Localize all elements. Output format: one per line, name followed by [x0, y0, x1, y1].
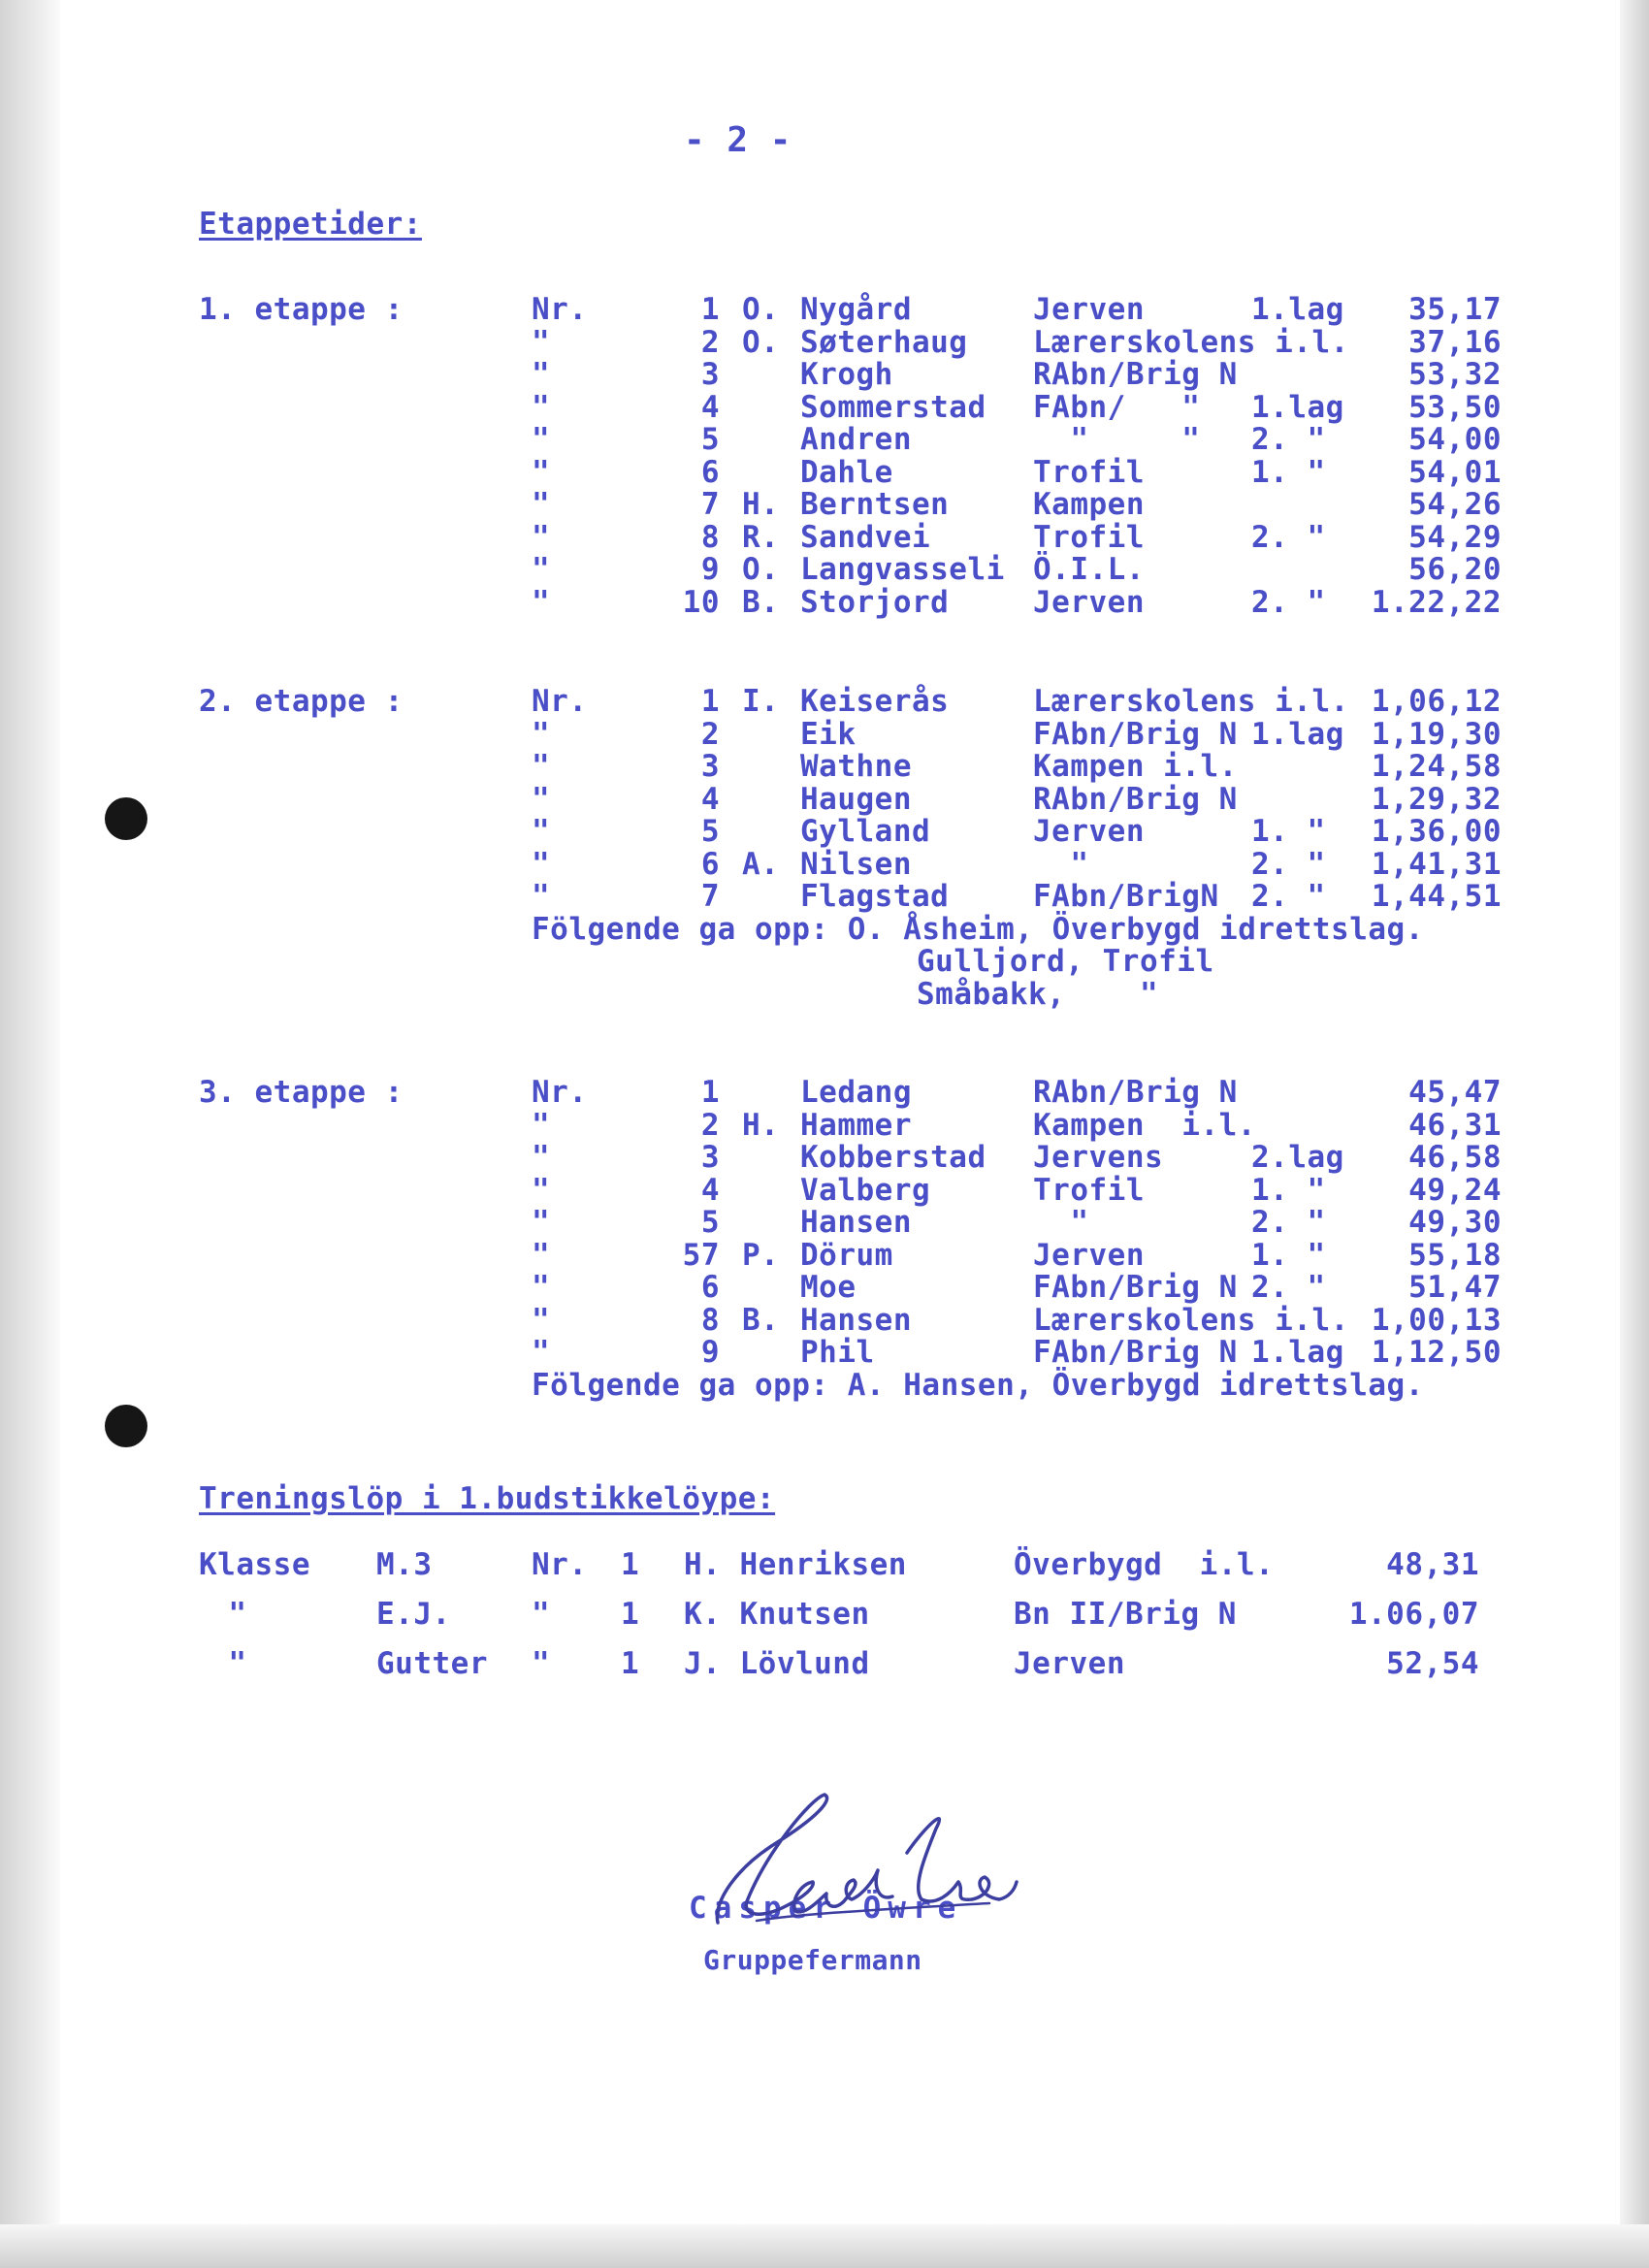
row-nr-label: "	[532, 749, 551, 784]
row-number: 2	[700, 716, 720, 752]
row-number: 5	[700, 814, 720, 849]
row-nr-label: "	[532, 879, 551, 914]
row-team: 1.lag	[1251, 389, 1344, 425]
row-club: Lærerskolens i.l.	[1033, 1302, 1349, 1338]
row-number: 1	[700, 684, 720, 719]
row-number: 3	[700, 357, 720, 392]
row-time: 1.22,22	[1371, 584, 1502, 620]
section-heading-etappetider: Etappetider:	[199, 207, 422, 242]
row-nr-label: "	[532, 1205, 551, 1240]
row-nr-label: "	[532, 1140, 551, 1175]
row-name: Phil	[800, 1335, 875, 1370]
row-number: 57	[682, 1237, 720, 1273]
training-class: Gutter	[376, 1646, 488, 1681]
training-time: 52,54	[1386, 1646, 1479, 1681]
row-team: 2. "	[1251, 422, 1326, 457]
row-team: 2. "	[1251, 519, 1326, 555]
row-club: FAbn/Brig N	[1033, 716, 1238, 752]
page-number: - 2 -	[684, 120, 792, 160]
row-nr-label: "	[532, 781, 551, 817]
training-club: Överbygd i.l.	[1014, 1547, 1275, 1582]
row-number: 4	[700, 781, 720, 817]
row-time: 46,58	[1408, 1140, 1502, 1175]
row-number: 8	[700, 519, 720, 555]
row-club: FAbn/BrigN	[1033, 879, 1219, 914]
row-number: 6	[700, 1270, 720, 1305]
page-edge-shadow-right	[1620, 0, 1649, 2268]
training-number: 1	[621, 1646, 640, 1681]
row-number: 9	[700, 1335, 720, 1370]
row-nr-label: "	[532, 454, 551, 490]
training-nr-label: "	[532, 1597, 551, 1632]
row-name: Wathne	[800, 749, 912, 784]
row-nr-label: "	[532, 357, 551, 392]
row-nr-label: "	[532, 422, 551, 457]
row-time: 51,47	[1408, 1270, 1502, 1305]
row-team: 2. "	[1251, 584, 1326, 620]
row-number: 8	[700, 1302, 720, 1338]
row-number: 2	[700, 1107, 720, 1143]
row-number: 1	[700, 1075, 720, 1110]
punch-hole	[105, 1405, 147, 1447]
row-number: 2	[700, 324, 720, 360]
row-number: 3	[700, 1140, 720, 1175]
row-nr-label: "	[532, 814, 551, 849]
row-team: 1. "	[1251, 1237, 1326, 1273]
row-time: 49,24	[1408, 1172, 1502, 1208]
gave-up-note: Småbakk, "	[917, 976, 1159, 1012]
row-nr-label: "	[532, 519, 551, 555]
row-club: FAbn/Brig N	[1033, 1270, 1238, 1305]
row-name: Eik	[800, 716, 857, 752]
row-club: Kampen i.l.	[1033, 749, 1238, 784]
stage-label: 3. etappe :	[199, 1075, 404, 1110]
training-class: E.J.	[376, 1597, 451, 1632]
row-nr-label: Nr.	[532, 1075, 588, 1110]
row-nr-label: "	[532, 389, 551, 425]
training-number: 1	[621, 1597, 640, 1632]
training-time: 48,31	[1386, 1547, 1479, 1582]
row-nr-label: "	[532, 1302, 551, 1338]
row-name: Keiserås	[800, 684, 950, 719]
row-number: 6	[700, 846, 720, 882]
row-club: Kampen i.l.	[1033, 1107, 1256, 1143]
punch-hole	[105, 797, 147, 840]
row-initial: H.	[742, 487, 780, 522]
row-number: 4	[700, 1172, 720, 1208]
row-time: 54,00	[1408, 422, 1502, 457]
row-club: Jerven	[1033, 584, 1145, 620]
row-initial: O.	[742, 552, 780, 587]
row-number: 9	[700, 552, 720, 587]
row-club: "	[1033, 846, 1089, 882]
row-club: Jerven	[1033, 292, 1145, 327]
row-time: 46,31	[1408, 1107, 1502, 1143]
gave-up-note: Fölgende ga opp: A. Hansen, Överbygd idrettslag.	[532, 1367, 1424, 1403]
row-name: Langvasseli	[800, 552, 1005, 587]
row-time: 54,01	[1408, 454, 1502, 490]
row-time: 1,06,12	[1371, 684, 1502, 719]
stage-label: 2. etappe :	[199, 684, 404, 719]
row-name: Sommerstad	[800, 389, 986, 425]
row-number: 6	[700, 454, 720, 490]
row-initial: P.	[742, 1237, 780, 1273]
row-nr-label: "	[532, 846, 551, 882]
row-time: 53,50	[1408, 389, 1502, 425]
row-time: 49,30	[1408, 1205, 1502, 1240]
row-nr-label: "	[532, 716, 551, 752]
row-team: 2. "	[1251, 846, 1326, 882]
training-name: K. Knutsen	[684, 1597, 870, 1632]
row-name: Andren	[800, 422, 912, 457]
row-club: Lærerskolens i.l.	[1033, 684, 1349, 719]
row-number: 5	[700, 1205, 720, 1240]
row-initial: B.	[742, 1302, 780, 1338]
stage-label: 1. etappe :	[199, 292, 404, 327]
row-name: Moe	[800, 1270, 857, 1305]
training-class-label: Klasse	[199, 1547, 310, 1582]
row-name: Dörum	[800, 1237, 893, 1273]
row-time: 56,20	[1408, 552, 1502, 587]
row-nr-label: "	[532, 1270, 551, 1305]
row-time: 1,41,31	[1371, 846, 1502, 882]
row-nr-label: "	[532, 324, 551, 360]
training-club: Bn II/Brig N	[1014, 1597, 1237, 1632]
gave-up-note: Fölgende ga opp: O. Åsheim, Överbygd idrettslag.	[532, 911, 1424, 947]
row-initial: O.	[742, 324, 780, 360]
row-team: 2.lag	[1251, 1140, 1344, 1175]
row-name: Haugen	[800, 781, 912, 817]
row-nr-label: "	[532, 1237, 551, 1273]
row-initial: O.	[742, 292, 780, 327]
row-time: 45,47	[1408, 1075, 1502, 1110]
row-name: Krogh	[800, 357, 893, 392]
row-team: 1. "	[1251, 1172, 1326, 1208]
row-time: 53,32	[1408, 357, 1502, 392]
row-time: 35,17	[1408, 292, 1502, 327]
signatory-title: Gruppefermann	[703, 1944, 922, 1976]
row-name: Dahle	[800, 454, 893, 490]
row-time: 1,12,50	[1371, 1335, 1502, 1370]
row-initial: B.	[742, 584, 780, 620]
row-club: Trofil	[1033, 1172, 1145, 1208]
page-edge-shadow-left	[0, 0, 60, 2268]
row-number: 7	[700, 879, 720, 914]
row-name: Hammer	[800, 1107, 912, 1143]
row-name: Hansen	[800, 1302, 912, 1338]
row-time: 54,26	[1408, 487, 1502, 522]
row-team: 1.lag	[1251, 1335, 1344, 1370]
row-club: Trofil	[1033, 454, 1145, 490]
row-initial: R.	[742, 519, 780, 555]
handwritten-signature	[698, 1775, 1018, 1945]
training-class-label: "	[228, 1646, 247, 1681]
row-team: 1. "	[1251, 454, 1326, 490]
row-name: Nilsen	[800, 846, 912, 882]
row-team: 2. "	[1251, 1270, 1326, 1305]
row-initial: H.	[742, 1107, 780, 1143]
training-nr-label: Nr.	[532, 1547, 588, 1582]
row-nr-label: "	[532, 1172, 551, 1208]
row-nr-label: "	[532, 1107, 551, 1143]
row-nr-label: "	[532, 552, 551, 587]
row-nr-label: "	[532, 584, 551, 620]
row-initial: A.	[742, 846, 780, 882]
training-name: J. Lövlund	[684, 1646, 870, 1681]
row-number: 3	[700, 749, 720, 784]
row-club: FAbn/ "	[1033, 389, 1201, 425]
row-nr-label: Nr.	[532, 292, 588, 327]
row-name: Storjord	[800, 584, 950, 620]
row-number: 10	[682, 584, 720, 620]
row-nr-label: "	[532, 1335, 551, 1370]
row-time: 1,44,51	[1371, 879, 1502, 914]
row-name: Sandvei	[800, 519, 931, 555]
row-number: 7	[700, 487, 720, 522]
row-number: 4	[700, 389, 720, 425]
row-club: RAbn/Brig N	[1033, 781, 1238, 817]
row-club: RAbn/Brig N	[1033, 357, 1238, 392]
row-club: "	[1033, 1205, 1089, 1240]
row-club: Trofil	[1033, 519, 1145, 555]
row-team: 1.lag	[1251, 292, 1344, 327]
row-club: Lærerskolens i.l.	[1033, 324, 1349, 360]
row-name: Kobberstad	[800, 1140, 986, 1175]
row-team: 2. "	[1251, 879, 1326, 914]
training-name: H. Henriksen	[684, 1547, 907, 1582]
row-name: Gylland	[800, 814, 931, 849]
row-time: 55,18	[1408, 1237, 1502, 1273]
row-time: 1,19,30	[1371, 716, 1502, 752]
row-club: Kampen	[1033, 487, 1145, 522]
gave-up-note: Gulljord, Trofil	[917, 944, 1214, 979]
page-edge-shadow-bottom	[0, 2224, 1649, 2268]
row-team: 2. "	[1251, 1205, 1326, 1240]
row-time: 1,24,58	[1371, 749, 1502, 784]
row-club: RAbn/Brig N	[1033, 1075, 1238, 1110]
row-club: Jervens	[1033, 1140, 1164, 1175]
row-nr-label: Nr.	[532, 684, 588, 719]
row-nr-label: "	[532, 487, 551, 522]
training-class: M.3	[376, 1547, 433, 1582]
training-class-label: "	[228, 1597, 247, 1632]
row-name: Berntsen	[800, 487, 950, 522]
row-team: 1. "	[1251, 814, 1326, 849]
row-time: 54,29	[1408, 519, 1502, 555]
training-nr-label: "	[532, 1646, 551, 1681]
row-time: 1,36,00	[1371, 814, 1502, 849]
training-time: 1.06,07	[1348, 1597, 1479, 1632]
row-name: Flagstad	[800, 879, 950, 914]
row-club: FAbn/Brig N	[1033, 1335, 1238, 1370]
row-club: Jerven	[1033, 1237, 1145, 1273]
row-team: 1.lag	[1251, 716, 1344, 752]
row-initial: I.	[742, 684, 780, 719]
row-name: Hansen	[800, 1205, 912, 1240]
row-number: 1	[700, 292, 720, 327]
row-club: Jerven	[1033, 814, 1145, 849]
row-club: " "	[1033, 422, 1201, 457]
row-time: 1,29,32	[1371, 781, 1502, 817]
section-heading-training: Treningslöp i 1.budstikkelöype:	[199, 1481, 776, 1516]
row-name: Søterhaug	[800, 324, 968, 360]
row-name: Nygård	[800, 292, 912, 327]
training-club: Jerven	[1014, 1646, 1125, 1681]
training-number: 1	[621, 1547, 640, 1582]
row-number: 5	[700, 422, 720, 457]
row-time: 37,16	[1408, 324, 1502, 360]
signatory-name: Casper Öwre	[689, 1891, 963, 1926]
row-club: Ö.I.L.	[1033, 552, 1145, 587]
row-name: Ledang	[800, 1075, 912, 1110]
row-name: Valberg	[800, 1172, 931, 1208]
row-time: 1,00,13	[1371, 1302, 1502, 1338]
